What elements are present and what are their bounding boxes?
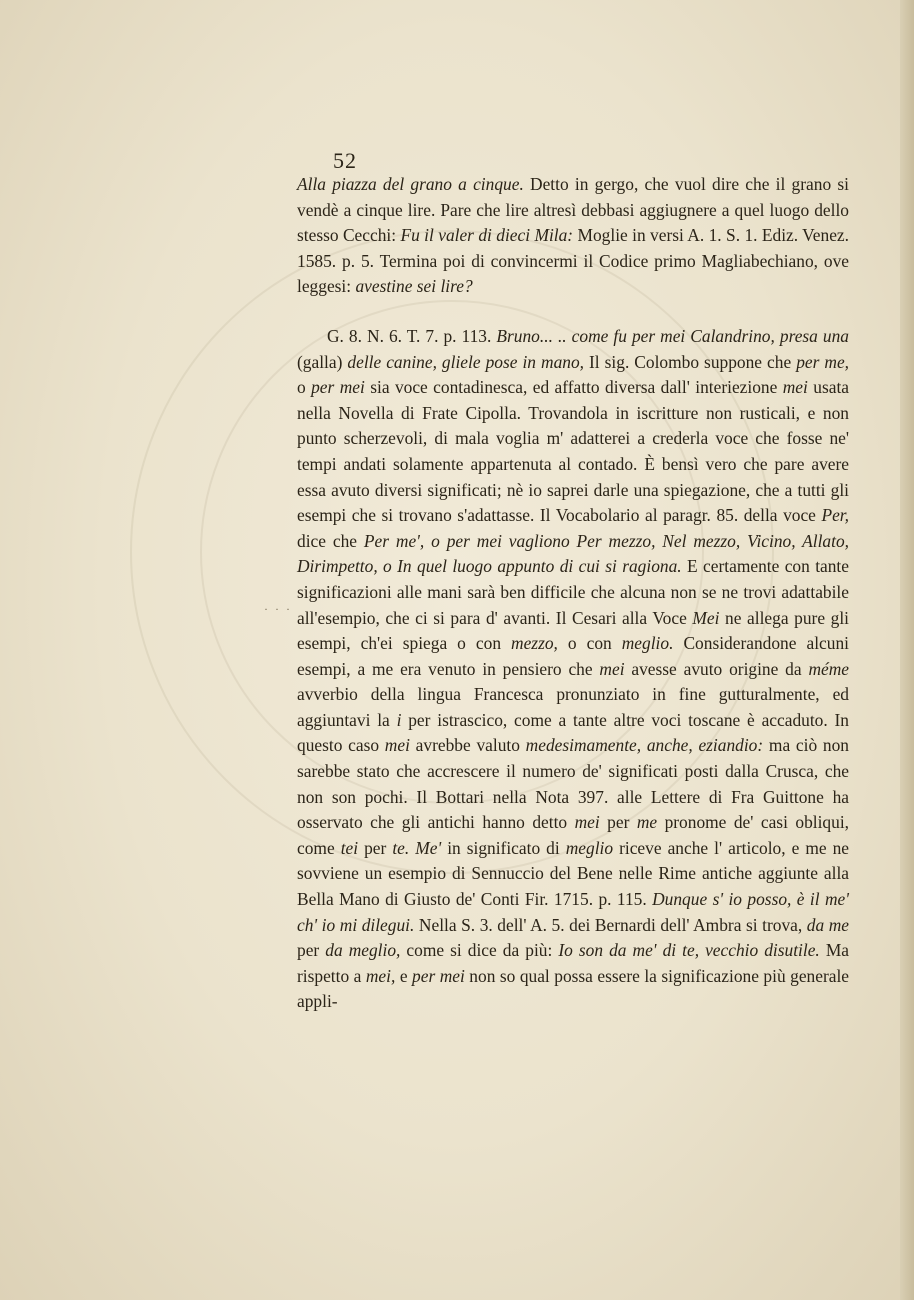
- italic-text: i: [396, 709, 402, 730]
- italic-text: mezzo,: [511, 633, 558, 654]
- italic-text: te. Me': [392, 837, 442, 858]
- italic-text: me: [636, 812, 658, 833]
- text-run: non so qual possa essere la significazione più generale appli-: [297, 965, 850, 1012]
- paragraph-2: [297, 324, 849, 1015]
- text-run: Ma rispetto a: [297, 940, 850, 986]
- text-run: dice che: [297, 530, 364, 551]
- text-run: e: [395, 965, 413, 986]
- text-run: Detto in gergo, che vuol dire che il grano si vendè a cinque lire. Pare che lire altresì debbasi aggiugnere a quel luogo dello stesso Cecchi:: [297, 174, 849, 246]
- italic-text: avestine sei lire?: [355, 276, 473, 297]
- text-run: avverbio della lingua Francesca pronunziato in fine gutturalmente, ed aggiuntavi la: [297, 684, 849, 730]
- italic-text: meglio.: [621, 633, 674, 654]
- text-run: per: [599, 812, 637, 833]
- text-run: per: [358, 837, 393, 858]
- italic-text: méme: [808, 658, 849, 679]
- italic-text: Per me', o per mei vagliono Per mezzo, Nel mezzo, Vicino, Allato, Dirimpetto, o In quel luogo appunto di cui si ragiona.: [297, 530, 849, 577]
- italic-text: per mei: [412, 965, 465, 986]
- text-run: Moglie in versi A. 1. S. 1. Ediz. Venez. 1585. p. 5. Termina poi di convincermi il Codice primo Magliabechiano, ove leggesi:: [297, 225, 850, 297]
- text-run: in significato di: [441, 837, 566, 858]
- italic-text: Alla piazza del grano a cinque.: [297, 174, 524, 194]
- text-run: o: [297, 377, 312, 398]
- italic-text: Per,: [821, 505, 849, 526]
- text-run: ne allega pure gli esempi, ch'ei spiega o con: [297, 607, 849, 654]
- text-run: E certamente con tante significazioni alle mani sarà ben difficile che alcuna non se ne trovi adattabile all'esempio, che ci si para d' avanti. Il Cesari alla Voce: [297, 556, 849, 628]
- text-run: Nella S. 3. dell' A. 5. dei Bernardi dell' Ambra si trova,: [414, 914, 807, 935]
- italic-text: meglio: [565, 837, 614, 858]
- italic-text: medesimamente, anche, eziandio:: [525, 735, 764, 756]
- italic-text: Io son da me' di te, vecchio disutile.: [558, 940, 820, 961]
- text-run: avrebbe valuto: [409, 735, 526, 756]
- text-run: riceve anche l' articolo, e me ne sovviene un esempio di Sennuccio del Bene nelle Rime antiche aggiunte alla Bella Mano di Giusto de' Conti Fir. 1715. p. 115.: [297, 837, 850, 910]
- italic-text: Dunque s' io posso, è il me' ch' io mi dilegui.: [297, 889, 849, 935]
- text-run: ma ciò non sarebbe stato che accrescere il numero de' significati posti dalla Crusca, che non son pochi. Il Bottari nella Nota 397. alle Lettere di Fra Guittone ha osservato che gli antichi hanno detto: [297, 735, 849, 833]
- italic-text: mei: [384, 735, 410, 756]
- text-run: sia voce contadinesca, ed affatto diversa dall' interiezione: [364, 377, 783, 398]
- text-run: usata nella Novella di Frate Cipolla. Trovandola in iscritture non rusticali, e non punto scherzevoli, di mala voglia m' adatterei a crederla voce che fosse ne' tempi andati solamente appartenuta al contado. È bensì vero che pare avere essa avuto diversi significati; nè io saprei darle una spiegazione, che a tutti gli esempi che si trovano s'adattasse. Il Vocabolario al paragr. 85. della voce: [297, 377, 849, 526]
- italic-text: per mei: [311, 377, 365, 398]
- text-run: Il sig. Colombo suppone che: [584, 351, 797, 372]
- paragraph-1: [297, 172, 849, 300]
- italic-text: mei: [574, 812, 600, 833]
- italic-text: mei: [782, 377, 808, 398]
- italic-text: da me: [806, 914, 849, 935]
- italic-text: tei: [340, 837, 359, 858]
- italic-text: Fu il valer di dieci Mila:: [400, 225, 574, 246]
- text-run: per: [297, 940, 326, 961]
- page-edge: [900, 0, 914, 1300]
- italic-text: da meglio,: [325, 940, 401, 961]
- text-run: Considerandone alcuni esempi, a me era venuto in pensiero che: [297, 633, 849, 679]
- text-run: pronome de' casi obliqui, come: [297, 812, 849, 858]
- text-run: avesse avuto origine da: [624, 658, 809, 679]
- text-run: (galla): [297, 351, 348, 372]
- italic-text: per me,: [796, 351, 850, 372]
- italic-text: mei: [599, 658, 625, 679]
- italic-text: mei,: [365, 965, 396, 986]
- page-number: 52: [333, 148, 357, 173]
- text-run: o con: [557, 633, 622, 654]
- body-text: [297, 172, 849, 1015]
- italic-text: Bruno... .. come fu per mei Calandrino, presa una: [496, 325, 849, 346]
- margin-mark: · · ·: [264, 602, 292, 616]
- italic-text: delle canine, gliele pose in mano,: [347, 351, 584, 372]
- text-run: G. 8. N. 6. T. 7. p. 113.: [327, 325, 497, 346]
- text-run: come si dice da più:: [400, 940, 559, 961]
- text-run: per istrascico, come a tante altre voci toscane è accaduto. In questo caso: [297, 709, 849, 756]
- italic-text: Mei: [692, 607, 720, 628]
